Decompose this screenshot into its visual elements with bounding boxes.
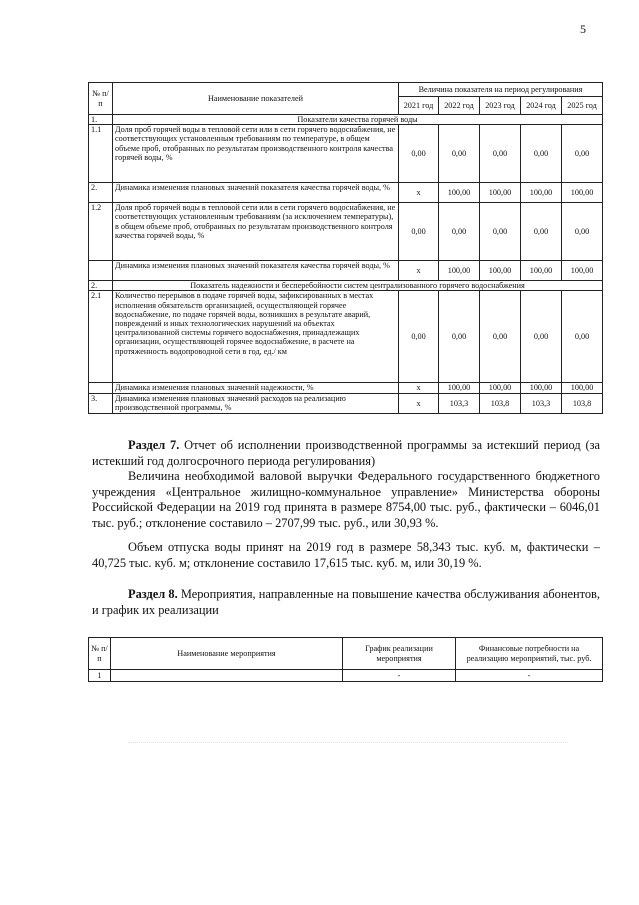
section-row [89, 115, 603, 125]
row-num: 1.1 [89, 125, 113, 183]
indicator-name: Динамика изменения плановых значений показателя качества горячей воды, % [113, 183, 399, 203]
indicator-value: 0,00 [399, 203, 439, 261]
indicator-value: 100,00 [439, 183, 480, 203]
section-8-heading [92, 587, 600, 618]
indicator-value: 0,00 [480, 203, 521, 261]
header-year: 2022 год [439, 97, 480, 115]
indicator-row [89, 183, 603, 203]
indicator-value: 100,00 [521, 383, 562, 393]
indicator-row [89, 261, 603, 281]
indicator-name: Динамика изменения плановых значений показателя качества горячей воды, % [113, 261, 399, 281]
section-8 [92, 587, 600, 618]
indicator-value: х [399, 261, 439, 281]
header-period: Величина показателя на период регулирования [399, 83, 603, 97]
header-year: 2023 год [480, 97, 521, 115]
indicator-row [89, 291, 603, 383]
measures-row-num: 1 [89, 670, 111, 682]
section-8-label: Раздел 8. [128, 587, 178, 601]
indicator-row [89, 383, 603, 393]
indicator-value: 0,00 [480, 125, 521, 183]
indicator-value: 0,00 [439, 125, 480, 183]
indicator-value: 100,00 [439, 261, 480, 281]
indicator-value: 0,00 [399, 125, 439, 183]
measures-row-finance: - [456, 670, 603, 682]
header-year: 2025 год [562, 97, 603, 115]
section-7 [92, 438, 600, 571]
indicator-name: Динамика изменения плановых значений надежности, % [113, 383, 399, 393]
indicator-value: 100,00 [480, 261, 521, 281]
indicator-value: 0,00 [562, 125, 603, 183]
indicator-value: 0,00 [562, 203, 603, 261]
row-num: 3. [89, 393, 113, 413]
measures-header-name: Наименование мероприятия [111, 638, 343, 670]
indicator-value: 103,8 [562, 393, 603, 413]
measures-table [88, 637, 603, 682]
indicator-name: Доля проб горячей воды в тепловой сети или в сети горячего водоснабжения, не соответствующих установленным требованиям (за исключением температуры), в общем объеме проб, отобранных по результатам производственного контроля качества горячей воды, % [113, 203, 399, 261]
indicator-value: 103,3 [439, 393, 480, 413]
measures-header-schedule: График реализации мероприятия [343, 638, 456, 670]
row-num: 2.1 [89, 291, 113, 383]
indicator-value: 100,00 [521, 183, 562, 203]
indicator-value: 0,00 [399, 291, 439, 383]
indicator-value: 103,3 [521, 393, 562, 413]
measures-row-name [111, 670, 343, 682]
indicators-table [88, 82, 603, 414]
indicator-value: 0,00 [439, 291, 480, 383]
measures-header-num: № п/п [89, 638, 111, 670]
indicator-value: 100,00 [521, 261, 562, 281]
indicator-value: 100,00 [480, 383, 521, 393]
indicator-value: 0,00 [521, 203, 562, 261]
indicator-value: 100,00 [562, 183, 603, 203]
section-8-title: Мероприятия, направленные на повышение качества обслуживания абонентов, и график их реализации [92, 587, 600, 617]
section-7-title: Отчет об исполнении производственной программы за истекший период (за истекший год долгосрочного периода регулирования) [92, 438, 600, 468]
row-num: 1.2 [89, 203, 113, 261]
indicator-row [89, 393, 603, 413]
indicator-value: 0,00 [562, 291, 603, 383]
indicator-name: Динамика изменения плановых значений расходов на реализацию производственной программы, % [113, 393, 399, 413]
indicator-value: 100,00 [562, 261, 603, 281]
indicator-value: х [399, 383, 439, 393]
header-year: 2024 год [521, 97, 562, 115]
indicator-value: 100,00 [562, 383, 603, 393]
section-title: Показатели качества горячей воды [113, 115, 603, 125]
indicator-value: 100,00 [480, 183, 521, 203]
section-7-paragraph-2: Объем отпуска воды принят на 2019 год в размере 58,343 тыс. куб. м, фактически – 40,725 тыс. куб. м; отклонение составило 17,615 тыс. куб. м, или 30,19 %. [92, 540, 600, 570]
header-year: 2021 год [399, 97, 439, 115]
indicator-value: 100,00 [439, 383, 480, 393]
indicator-row [89, 203, 603, 261]
measures-header-finance: Финансовые потребности на реализацию мероприятий, тыс. руб. [456, 638, 603, 670]
indicator-row [89, 125, 603, 183]
indicator-value: 0,00 [480, 291, 521, 383]
indicator-name: Количество перерывов в подаче горячей воды, зафиксированных в местах исполнения обязательств организацией, осуществляющей горячее водоснабжение, по подаче горячей воды, возникших в результате аварий, повреждений и иных технологических нарушений на объектах централизованной системы горячего водоснабжения, принадлежащих организации, осуществляющей горячее водоснабжение, в расчете на протяженность водопроводной сети в год, ед./ км [113, 291, 399, 383]
section-7-heading [92, 438, 600, 469]
section-row [89, 281, 603, 291]
measures-row-schedule: - [343, 670, 456, 682]
indicator-name: Доля проб горячей воды в тепловой сети или в сети горячего водоснабжения, не соответствующих установленным требованиям по температуре, в общем объеме проб, отобранных по результатам производственного контроля качества горячей воды, % [113, 125, 399, 183]
indicator-value: 0,00 [521, 291, 562, 383]
row-num: 1. [89, 115, 113, 125]
row-num [89, 383, 113, 393]
row-num: 2. [89, 183, 113, 203]
row-num: 2. [89, 281, 113, 291]
header-num: № п/п [89, 83, 113, 115]
row-num [89, 261, 113, 281]
section-7-paragraph-1: Величина необходимой валовой выручки Федерального государственного бюджетного учреждения «Центральное жилищно-коммунальное управление» Министерства обороны Российской Федерации на 2019 год принята в размере 8754,00 тыс. руб., фактически – 6046,01 тыс. руб.; отклонение составило – 2707,99 тыс. руб., или 30,93 %. [92, 469, 600, 530]
indicator-value: 0,00 [521, 125, 562, 183]
section-7-label: Раздел 7. [128, 438, 180, 452]
section-title: Показатель надежности и бесперебойности систем централизованного горячего водоснабжения [113, 281, 603, 291]
indicator-value: х [399, 183, 439, 203]
indicator-value: х [399, 393, 439, 413]
indicator-value: 0,00 [439, 203, 480, 261]
header-name: Наименование показателей [113, 83, 399, 115]
page-number: 5 [580, 22, 586, 36]
indicator-value: 103,8 [480, 393, 521, 413]
scan-artifact-line [128, 742, 568, 743]
